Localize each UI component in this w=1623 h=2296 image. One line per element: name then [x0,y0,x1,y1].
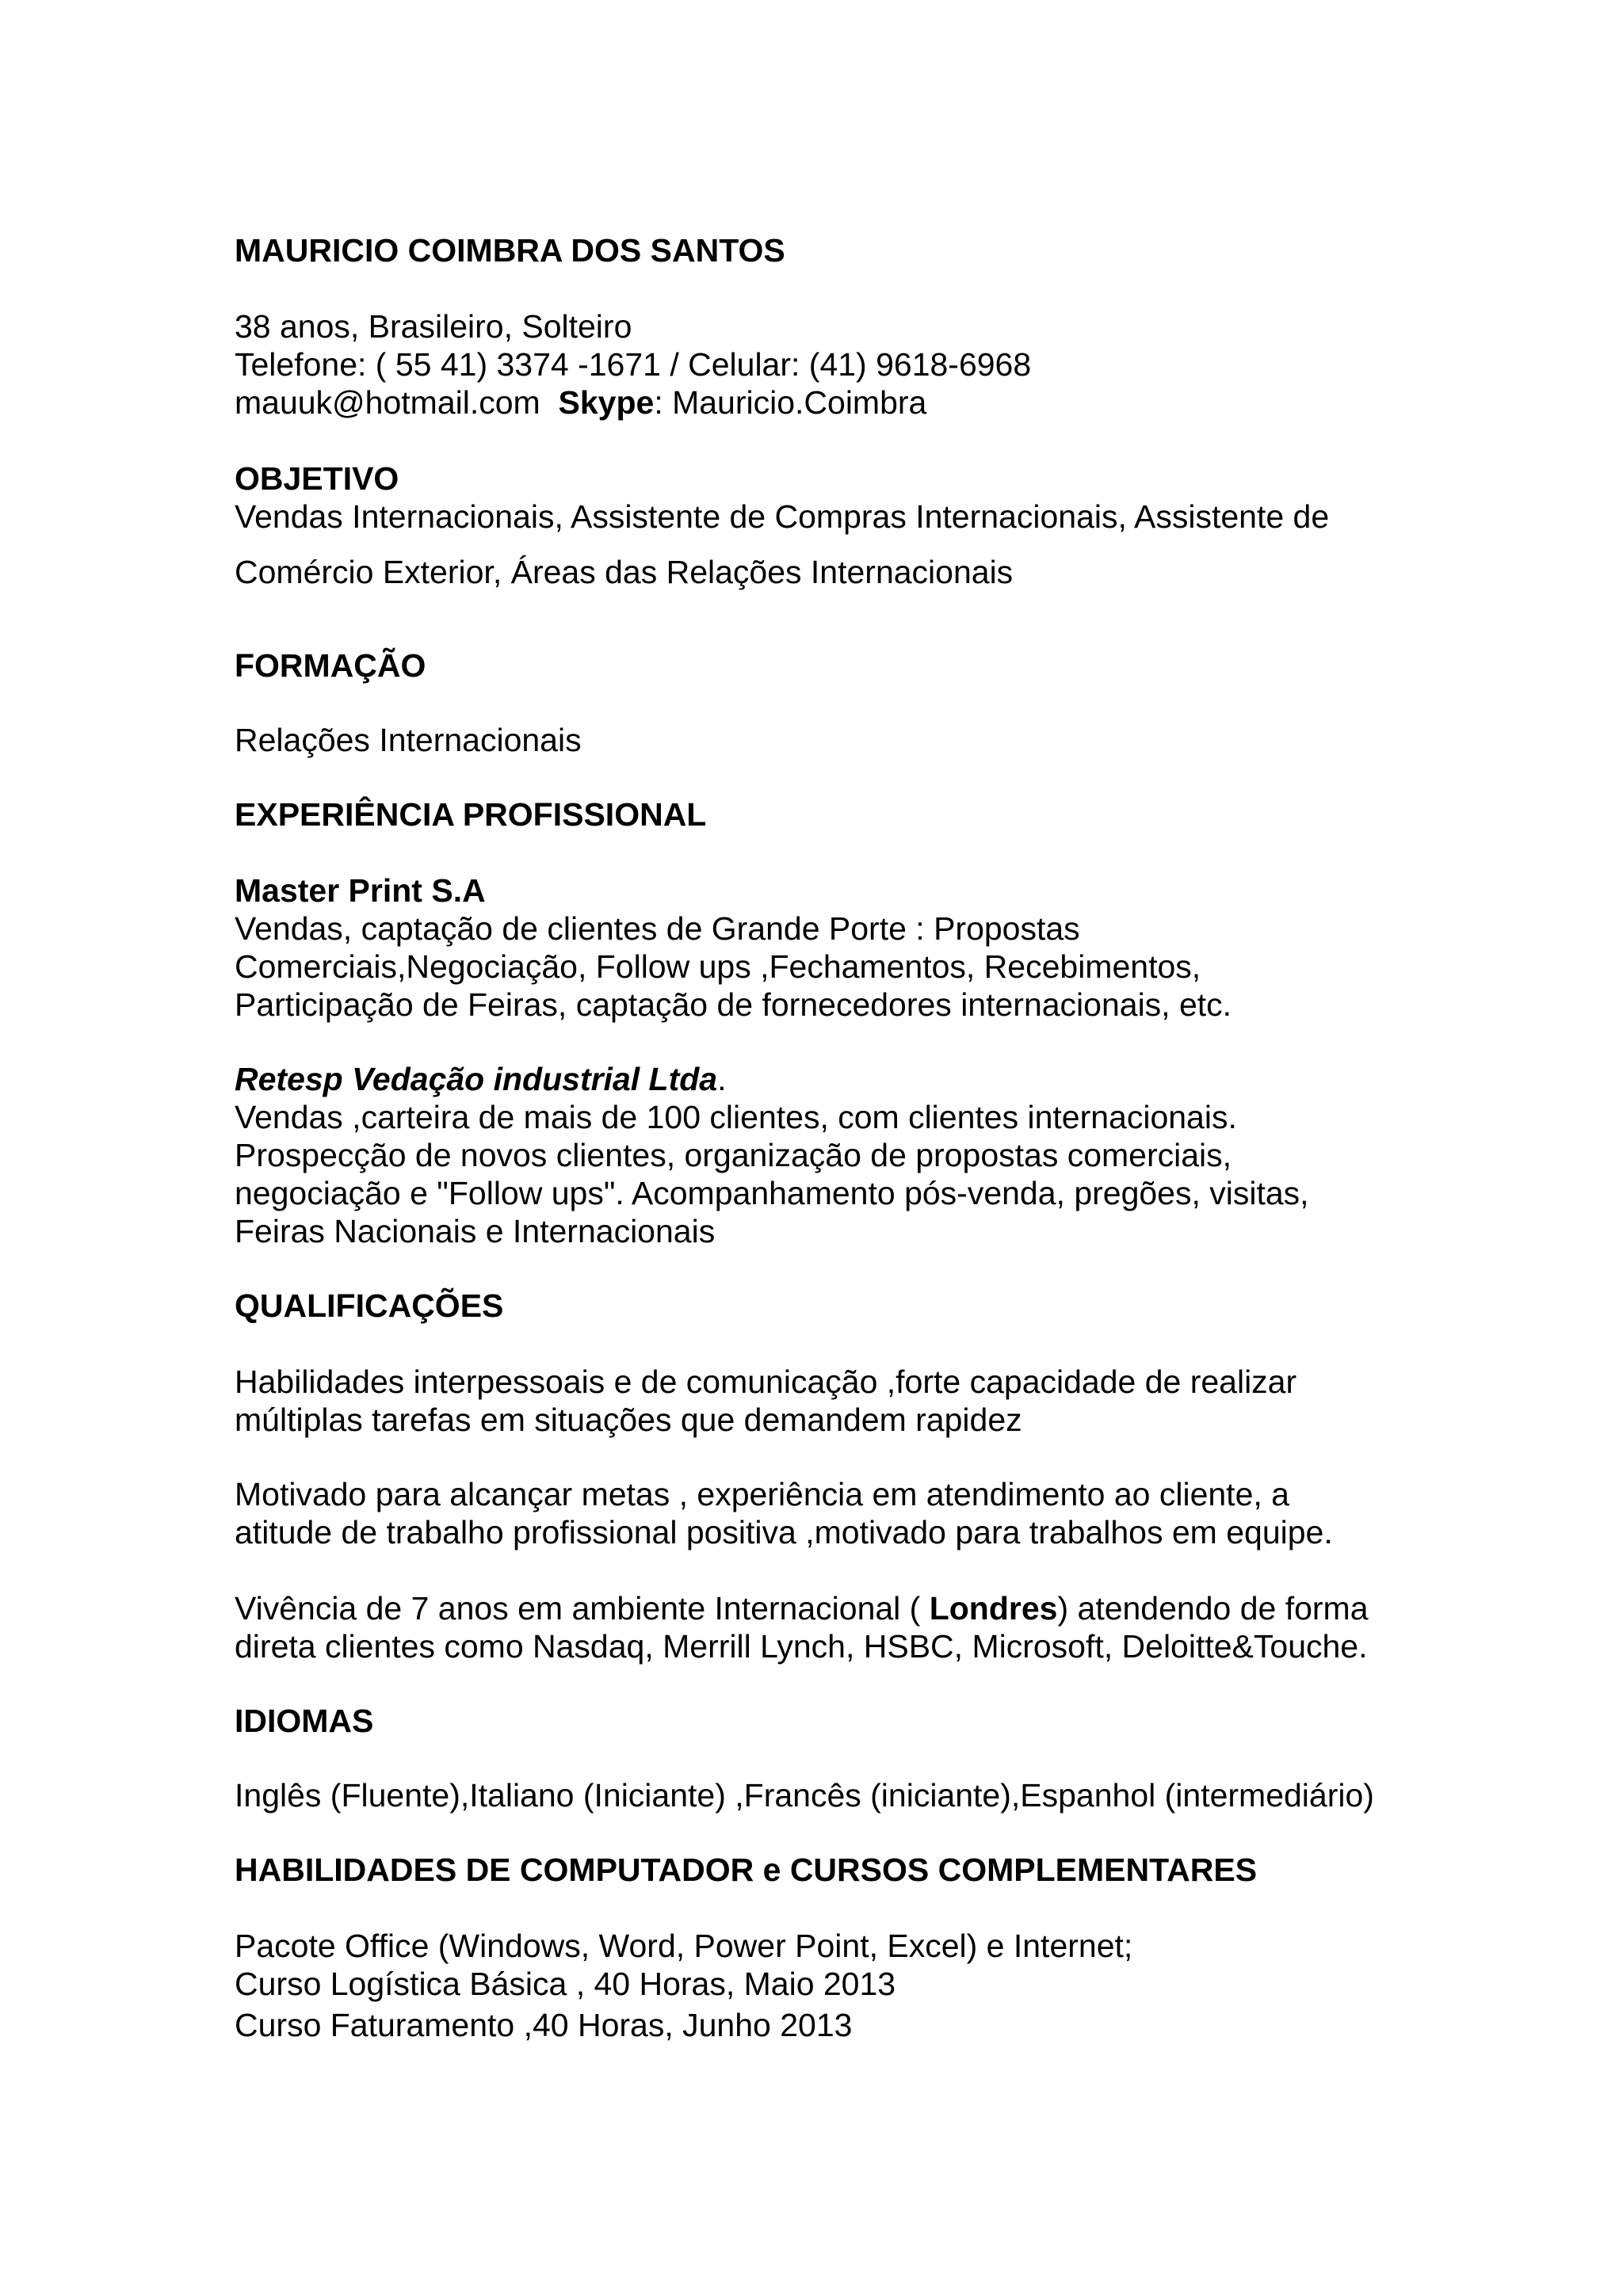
job-2-company-line [235,1060,726,1098]
email-text: mauuk@hotmail.com [235,384,540,421]
job-2-company-suffix: . [717,1061,727,1097]
qualificacoes-p2-line-1: Motivado para alcançar metas , experiência em atendimento ao cliente, a [235,1476,1289,1512]
job-2-line-4: Feiras Nacionais e Internacionais [235,1213,716,1249]
habilidades-line-3: Curso Faturamento ,40 Horas, Junho 2013 [235,2007,853,2043]
job-2-company: Retesp Vedação industrial Ltda [235,1061,718,1097]
qualificacoes-p1-line-1: Habilidades interpessoais e de comunicação ,forte capacidade de realizar [235,1363,1297,1400]
phone-line: Telefone: ( 55 41) 3374 -1671 / Celular: (41) 9618-6968 [235,346,1032,383]
candidate-name: MAURICIO COIMBRA DOS SANTOS [235,232,785,269]
job-2-line-3: negociação e "Follow ups". Acompanhamento pós-venda, pregões, visitas, [235,1175,1309,1211]
job-1-company: Master Print S.A [235,872,486,909]
objetivo-heading: OBJETIVO [235,460,399,497]
qualificacoes-heading: QUALIFICAÇÕES [235,1287,504,1324]
p3-bold: Londres [929,1590,1058,1627]
qualificacoes-p3-line-2: direta clientes como Nasdaq, Merrill Lynch, HSBC, Microsoft, Deloitte&Touche. [235,1628,1368,1665]
skype-label: Skype [558,384,655,421]
experiencia-heading: EXPERIÊNCIA PROFISSIONAL [235,796,707,833]
qualificacoes-p1-line-2: múltiplas tarefas em situações que demandem rapidez [235,1402,1022,1438]
p3-end: ) atendendo de forma [1057,1590,1369,1627]
qualificacoes-p2-line-2: atitude de trabalho profissional positiva ,motivado para trabalhos em equipe. [235,1514,1333,1550]
job-1-line-1: Vendas, captação de clientes de Grande Porte : Propostas [235,910,1080,947]
job-2-line-1: Vendas ,carteira de mais de 100 clientes, com clientes internacionais. [235,1099,1237,1135]
habilidades-line-2: Curso Logística Básica , 40 Horas, Maio 2013 [235,1966,896,2002]
contact-line [235,383,926,421]
objetivo-line-1: Vendas Internacionais, Assistente de Compras Internacionais, Assistente de [235,498,1330,535]
objetivo-line-2: Comércio Exterior, Áreas das Relações Internacionais [235,554,1014,590]
job-1-line-2: Comerciais,Negociação, Follow ups ,Fechamentos, Recebimentos, [235,948,1201,985]
qualificacoes-p3-line-1 [235,1589,1369,1627]
skype-value: : Mauricio.Coimbra [654,384,927,421]
idiomas-heading: IDIOMAS [235,1703,374,1739]
p3-start: Vivência de 7 anos em ambiente Internacional ( [235,1590,930,1627]
personal-info: 38 anos, Brasileiro, Solteiro [235,308,632,345]
formacao-heading: FORMAÇÃO [235,647,426,684]
habilidades-line-1: Pacote Office (Windows, Word, Power Point, Excel) e Internet; [235,1928,1133,1964]
habilidades-heading: HABILIDADES DE COMPUTADOR e CURSOS COMPLEMENTARES [235,1852,1258,1888]
idiomas-text: Inglês (Fluente),Italiano (Iniciante) ,Francês (iniciante),Espanhol (intermediário) [235,1777,1374,1814]
job-1-line-3: Participação de Feiras, captação de fornecedores internacionais, etc. [235,986,1232,1023]
formacao-text: Relações Internacionais [235,722,582,758]
job-2-line-2: Prospecção de novos clientes, organização de propostas comerciais, [235,1137,1232,1173]
